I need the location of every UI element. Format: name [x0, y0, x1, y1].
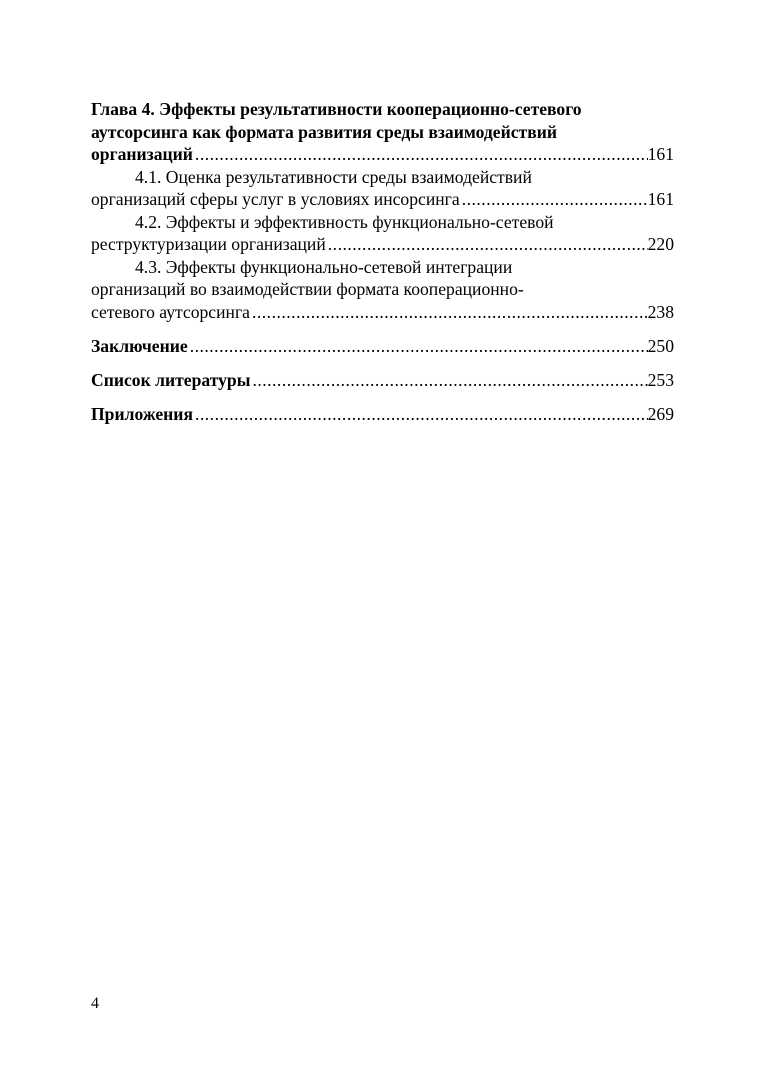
toc-page-number: 269	[647, 403, 674, 424]
toc-page-number: 220	[647, 234, 674, 254]
toc-entry-chapter-4[interactable]	[91, 98, 674, 166]
toc-entry-conclusion[interactable]	[91, 335, 674, 358]
dot-leader	[250, 301, 648, 324]
toc-entry-references[interactable]	[91, 369, 674, 392]
toc-entry-title-line: аутсорсинга как формата развития среды взаимодействий	[91, 121, 557, 142]
dot-leader	[193, 143, 648, 166]
toc-entry-title: Заключение	[91, 335, 188, 356]
table-of-contents	[91, 98, 674, 425]
toc-entry-section-4-2[interactable]	[91, 211, 674, 256]
toc-entry-title: Список литературы	[91, 369, 251, 390]
dot-leader	[250, 369, 647, 392]
dot-leader	[326, 233, 648, 256]
toc-entry-title-line: организаций во взаимодействии формата кооперационно-	[91, 279, 524, 299]
toc-entry-title-line: 4.2. Эффекты и эффективность функционально-сетевой	[135, 211, 554, 232]
dot-leader	[193, 403, 648, 426]
toc-entry-appendices[interactable]	[91, 403, 674, 426]
toc-entry-title-line: 4.1. Оценка результативности среды взаимодействий	[135, 166, 532, 187]
toc-entry-title: Приложения	[91, 403, 193, 424]
dot-leader	[188, 335, 648, 358]
toc-page-number: 250	[647, 335, 674, 356]
page-number: 4	[91, 995, 99, 1012]
toc-entry-section-4-1[interactable]	[91, 166, 674, 211]
toc-page-number: 238	[647, 301, 674, 322]
toc-entry-title-line: Глава 4. Эффекты результативности кооперационно-сетевого	[91, 99, 582, 119]
toc-page-number: 161	[647, 144, 674, 164]
toc-page-number: 253	[647, 369, 674, 390]
toc-entry-title-line: организаций сферы услуг в условиях инсорсинга	[91, 189, 460, 209]
toc-page-number: 161	[647, 189, 674, 209]
toc-entry-title-line: реструктуризации организаций	[91, 234, 326, 254]
toc-entry-title-line: сетевого аутсорсинга	[91, 301, 250, 322]
toc-entry-title-line: 4.3. Эффекты функционально-сетевой интеграции	[135, 256, 513, 277]
toc-entry-title-line: организаций	[91, 144, 193, 164]
toc-entry-section-4-3[interactable]	[91, 256, 674, 324]
dot-leader	[460, 188, 648, 211]
